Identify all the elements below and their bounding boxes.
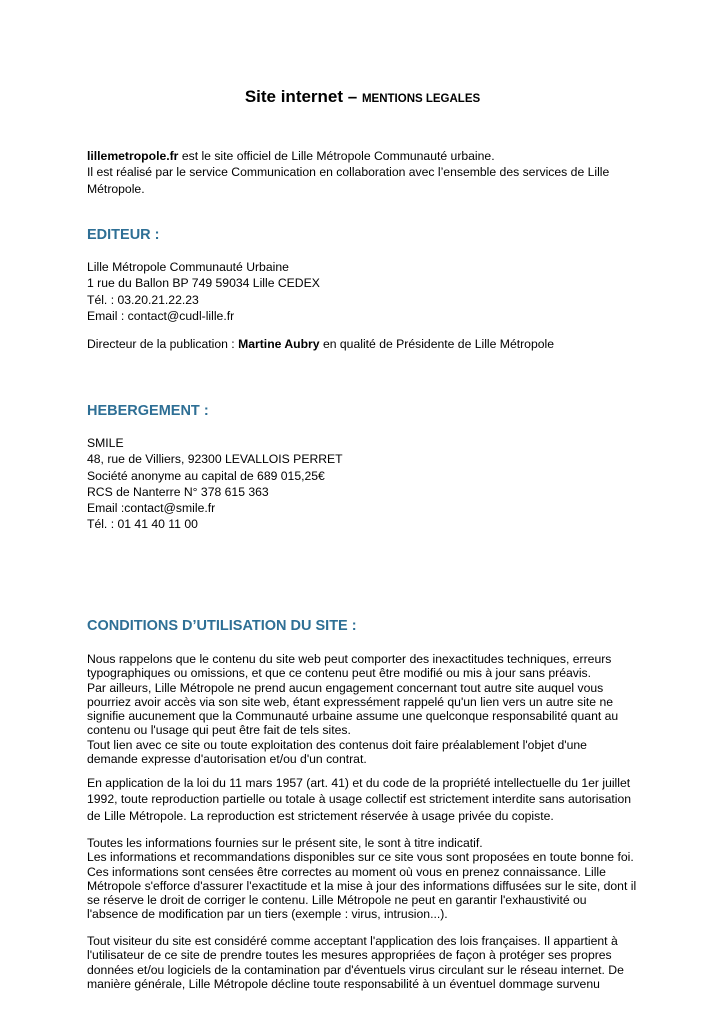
text-line: Les informations et recommandations disponibles sur ce site vous sont proposées en toute bonne foi. [87, 850, 634, 865]
editeur-line: Email : contact@cudl-lille.fr [87, 308, 235, 323]
text-line: Toutes les informations fournies sur le présent site, le sont à titre indicatif. [87, 836, 483, 850]
intro-block [87, 148, 647, 197]
editeur-line: Tél. : 03.20.21.22.23 [87, 292, 199, 307]
director-line [87, 336, 647, 352]
text-line: pourriez avoir accès via son site web, étant expressément rappelé qu'un lien vers un autre site ne [87, 694, 614, 709]
site-name: lillemetropole.fr [87, 149, 179, 163]
editeur-line: 1 rue du Ballon BP 749 59034 Lille CEDEX [87, 276, 320, 291]
hebergement-block [87, 435, 647, 533]
editeur-line: Lille Métropole Communauté Urbaine [87, 260, 289, 274]
hebergement-line: SMILE [87, 436, 124, 450]
text-line: de Lille Métropole. La reproduction est strictement réservée à usage privée du copiste. [87, 808, 554, 823]
hebergement-line: Société anonyme au capital de 689 015,25€ [87, 468, 325, 483]
text-line: données et/ou logiciels de la contamination par d'éventuels virus circulant sur le réseau internet. De [87, 962, 624, 977]
conditions-para-3 [87, 836, 647, 922]
text-line: l'utilisateur de ce site de prendre toutes les mesures appropriées de façon à protéger ses propres [87, 948, 612, 963]
conditions-heading: CONDITIONS D’UTILISATION DU SITE : [87, 618, 357, 634]
text-line: Tout lien avec ce site ou toute exploitation des contenus doit faire préalablement l'objet d'une [87, 737, 587, 752]
intro-line3: Métropole. [87, 181, 145, 196]
text-line: Métropole s'efforce d'assurer l'exactitude et la mise à jour des informations diffusées sur le site, dont il [87, 878, 637, 893]
conditions-para-1 [87, 652, 647, 766]
conditions-para-2 [87, 775, 647, 824]
hebergement-line: Tél. : 01 41 40 11 00 [87, 517, 198, 532]
text-line: Tout visiteur du site est considéré comme acceptant l'application des lois françaises. Il appartient à [87, 934, 618, 948]
text-line: se réserve le droit de corriger le contenu. Lille Métropole ne peut en garantir l'exhaustivité ou [87, 893, 587, 908]
hebergement-line: RCS de Nanterre N° 378 615 363 [87, 484, 269, 499]
director-name: Martine Aubry [238, 337, 320, 351]
text-line: signifie aucunement que la Communauté urbaine assume une quelconque responsabilité quant au [87, 709, 619, 724]
text-line: typographiques ou omissions, et que ce contenu peut être modifié ou mis à jour sans préavis. [87, 666, 592, 681]
text-line: 1992, toute reproduction partielle ou totale à usage collectif est strictement interdite sans autorisation [87, 792, 632, 807]
text-line: Nous rappelons que le contenu du site web peut comporter des inexactitudes techniques, erreurs [87, 652, 612, 666]
text-line: contenu ou l'usage qui peut être fait de tels sites. [87, 723, 351, 738]
hebergement-heading: HEBERGEMENT : [87, 403, 209, 419]
text-line: demande expresse d'autorisation et/ou d'un contrat. [87, 752, 367, 767]
title-sub: MENTIONS LEGALES [361, 93, 481, 105]
hebergement-line: Email :contact@smile.fr [87, 501, 216, 516]
text-line: Ces informations sont censées être correctes au moment où vous en prenez connaissance. Lille [87, 864, 606, 879]
text-line: manière générale, Lille Métropole décline toute responsabilité à un éventuel dommage survenu [87, 976, 600, 991]
text-line: En application de la loi du 11 mars 1957 (art. 41) et du code de la propriété intellectuelle du 1er juillet [87, 776, 631, 790]
director-prefix: Directeur de la publication : [87, 337, 239, 351]
text-line: l'absence de modification par un tiers (exemple : virus, intrusion...). [87, 907, 448, 922]
text-line: Par ailleurs, Lille Métropole ne prend aucun engagement concernant tout autre site auquel vous [87, 680, 604, 695]
hebergement-line: 48, rue de Villiers, 92300 LEVALLOIS PERRET [87, 452, 343, 467]
page-title [0, 86, 725, 110]
editeur-heading: EDITEUR : [87, 227, 160, 243]
title-main: Site internet – [244, 87, 358, 106]
intro-line1: est le site officiel de Lille Métropole Communauté urbaine. [178, 149, 495, 163]
director-suffix: en qualité de Présidente de Lille Métropole [319, 337, 555, 351]
intro-line2: Il est réalisé par le service Communication en collaboration avec l’ensemble des services de Lille [87, 165, 610, 180]
editeur-block [87, 259, 647, 324]
conditions-para-4 [87, 934, 647, 991]
